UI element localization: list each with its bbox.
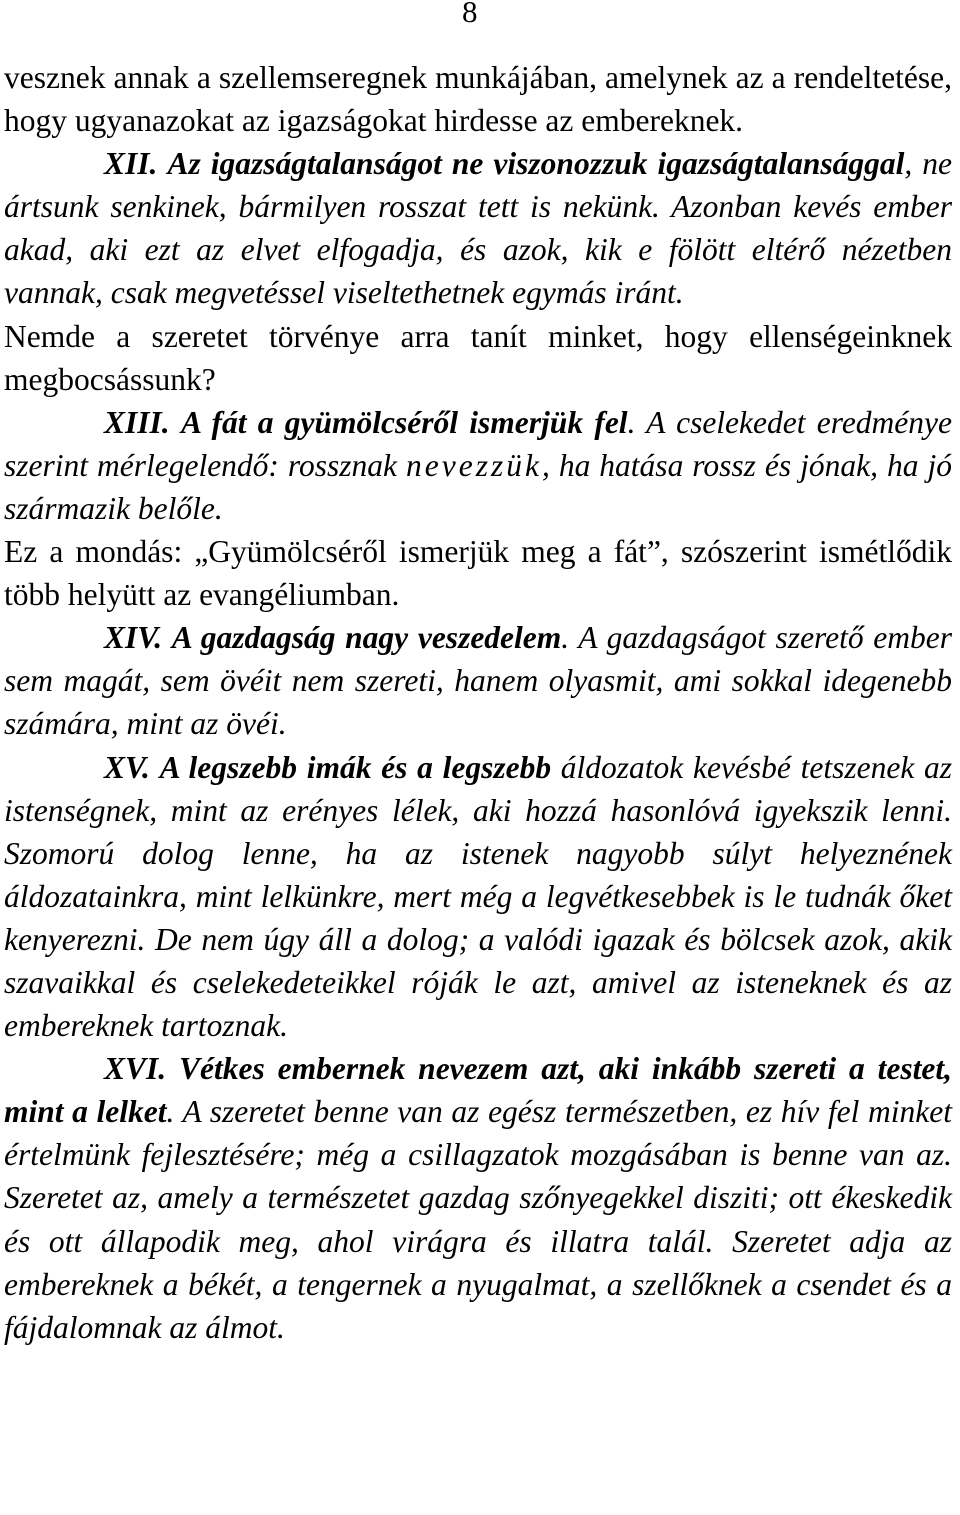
paragraph-2	[4, 142, 952, 314]
paragraph-text: . A szeretet benne van az egész természetben, ez hív fel minket értelmünk fejlesztésére; még a csillagzatok mozgásában is benne van az. Szeretet az, amely a természetet gazdag szőnyegekkel disziti; ott ékeskedik és ott állapodik meg, ahol virágra és illatra talál. Szeretet adja az embereknek a békét, a tengernek a nyugalmat, a szellőknek a csendet és a fájdalomnak az álmot.	[4, 1094, 952, 1345]
section-heading-xv: A legszebb imák és a legszebb	[159, 749, 552, 785]
paragraph-text: áldozatok kevésbé tetszenek az istenségnek, mint az erényes lélek, aki hozzá hasonlóvá igyekszik lenni. Szomorú dolog lenne, ha az istenek nagyobb súlyt helyeznének áldozatainkra, mint lelkünkre, mert még a legvétkesebbek is le tudnák őket kenyerezni. De nem úgy áll a dolog; a valódi igazak és bölcsek azok, akik szavaikkal és cselekedeteikkel róják le azt, amivel az isteneknek és az embereknek tartoznak.	[4, 749, 953, 1044]
paragraph-5	[4, 530, 952, 616]
section-heading-xii: Az igazságtalanságot ne viszonozzuk igazságtalansággal	[167, 146, 905, 182]
paragraph-4	[4, 401, 952, 530]
document-body	[4, 56, 952, 1349]
paragraph-8	[4, 1047, 952, 1349]
section-number-xvi: XVI.	[104, 1051, 167, 1087]
paragraph-text: Nemde a szeretet törvénye arra tanít minket, hogy ellenségeinknek megbocsássunk?	[4, 318, 952, 397]
spaced-word: nevezzük	[406, 447, 542, 483]
paragraph-text: , ha hatása rossz és jónak, ha jó származik belőle.	[4, 447, 952, 526]
page-number: 8	[462, 0, 478, 29]
section-heading-xvi: Vétkes embernek nevezem azt, aki inkább szereti a testet, mint a lelket	[4, 1051, 952, 1130]
paragraph-text: vesznek annak a szellemseregnek munkájában, amelynek az a rendeltetése, hogy ugyanazokat az igazságokat hirdesse az embereknek.	[4, 60, 952, 139]
paragraph-text: Ez a mondás: „Gyümölcséről ismerjük meg a fát”, szószerint ismétlődik több helyütt az evangéliumban.	[4, 534, 952, 613]
paragraph-7	[4, 746, 952, 1048]
section-number-xiii: XIII.	[104, 404, 170, 440]
section-heading-xiii: A fát a gyümölcséről ismerjük fel	[180, 404, 628, 440]
section-number-xiv: XIV.	[104, 620, 163, 656]
paragraph-6	[4, 616, 952, 745]
paragraph-3	[4, 315, 952, 401]
section-number-xv: XV.	[104, 749, 150, 785]
paragraph-text: . A cselekedet eredménye szerint mérlegelendő: rossznak	[4, 404, 953, 483]
paragraph-text: . A gazdagságot szerető ember sem magát, sem övéit nem szereti, hanem olyasmit, ami sokkal idegenebb számára, mint az övéi.	[4, 620, 953, 742]
section-heading-xiv: A gazdagság nagy veszedelem	[171, 620, 562, 656]
paragraph-1	[4, 56, 952, 142]
paragraph-text: , ne ártsunk senkinek, bármilyen rosszat tett is nekünk. Azonban kevés ember akad, aki ezt az elvet elfogadja, és azok, kik e fölött eltérő nézetben vannak, csak megvetéssel viseltethetnek egymás iránt.	[4, 146, 952, 311]
section-number-xii: XII.	[104, 146, 158, 182]
